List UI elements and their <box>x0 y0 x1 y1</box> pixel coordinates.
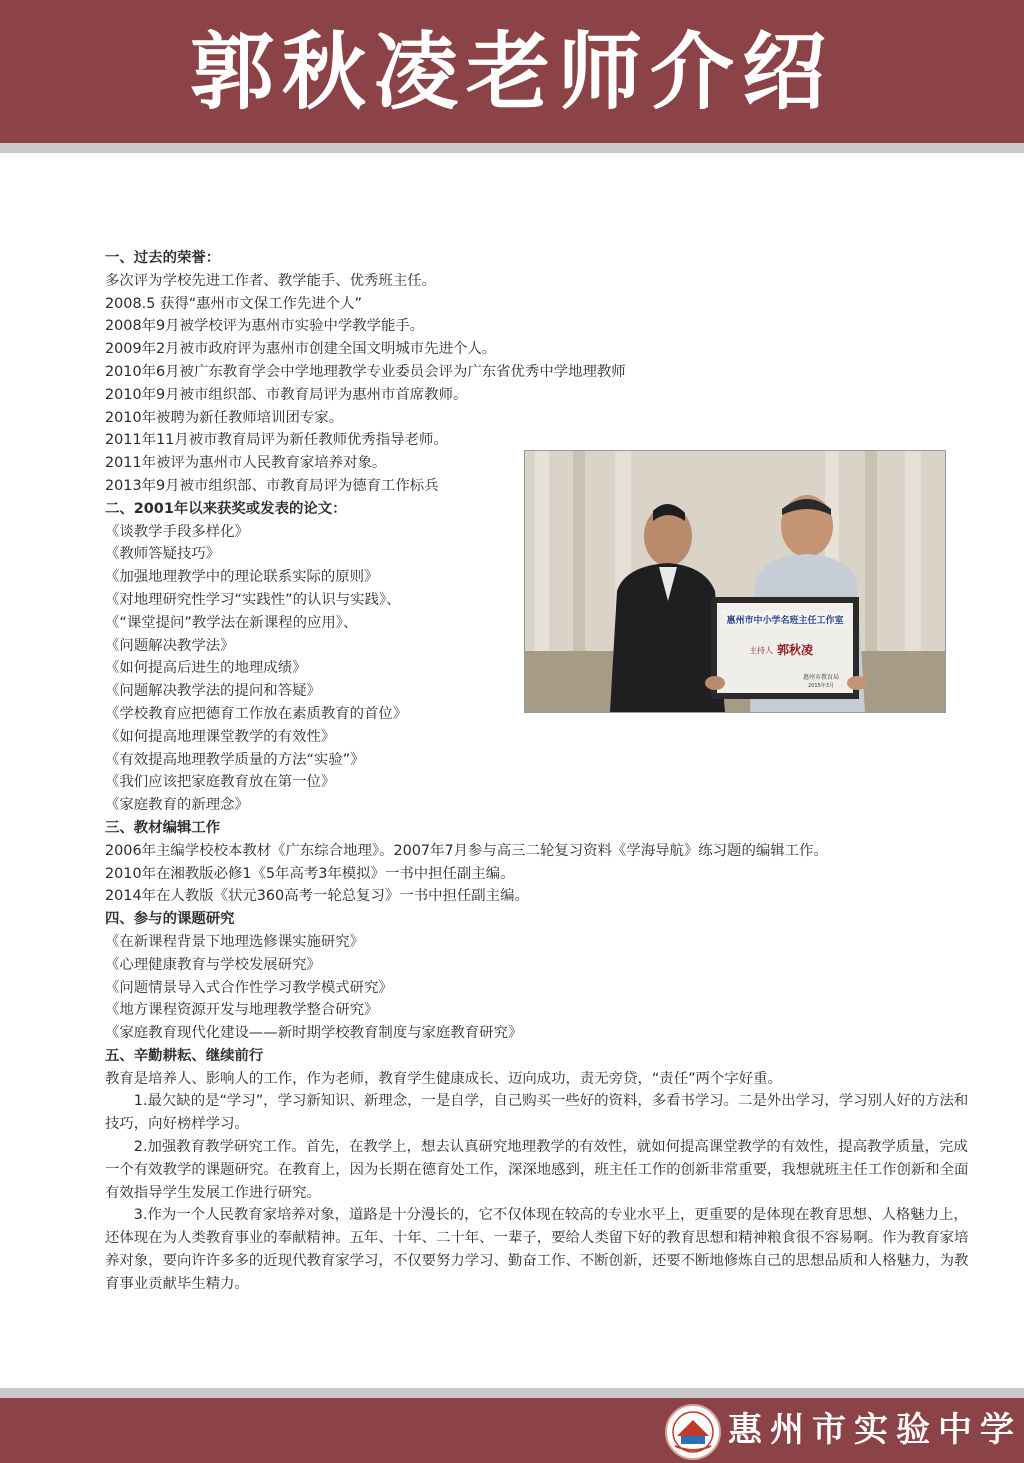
research-line: 《问题情景导入式合作性学习教学模式研究》 <box>105 979 393 996</box>
reflection-paragraph: 3.作为一个人民教育家培养对象，道路是十分漫长的，它不仅体现在较高的专业水平上，更重要的是体现在教育思想、人格魅力上，还体现在为人类教育事业的奉献精神。五年、十年、二十年、一辈子，要给人类留下好的教育思想和精神粮食很不容易啊。作为教育家培养对象，要向许许多多的近现代教育家学习，不仅要努力学习、勤奋工作、不断创新，还要不断地修炼自己的思想品质和人格魅力，为教育事业贡献毕生精力。 <box>105 1207 969 1292</box>
research-line: 《地方课程资源开发与地理教学整合研究》 <box>105 1002 379 1019</box>
paper-line: 《问题解决教学法》 <box>105 637 235 654</box>
paper-line: 《问题解决教学法的提问和答疑》 <box>105 683 321 700</box>
left-hand <box>705 676 725 690</box>
honor-line: 2011年11月被市教育局评为新任教师优秀指导老师。 <box>105 432 448 449</box>
honor-line: 多次评为学校先进工作者、教学能手、优秀班主任。 <box>105 272 436 289</box>
school-name: 惠州市实验中学 <box>728 1410 1022 1450</box>
research-line: 《心理健康教育与学校发展研究》 <box>105 956 321 973</box>
paper-line: 《“课堂提问”教学法在新课程的应用》、 <box>105 614 358 631</box>
plaque-title: 惠州市中小学名班主任工作室 <box>726 616 844 626</box>
paper-line: 《加强地理教学中的理论联系实际的原则》 <box>105 569 379 586</box>
paper-line: 《如何提高后进生的地理成绩》 <box>105 660 307 677</box>
plaque-host-label: 主持人 <box>749 646 773 655</box>
plaque-host-name: 郭秋凌 <box>776 643 814 657</box>
research-line: 《家庭教育现代化建设——新时期学校教育制度与家庭教育研究》 <box>105 1025 523 1042</box>
section-heading-research: 四、参与的课题研究 <box>105 911 235 928</box>
paper-line: 《有效提高地理教学质量的方法“实验”》 <box>105 751 365 768</box>
section-heading-papers: 二、2001年以来获奖或发表的论文： <box>105 500 347 517</box>
reflection-paragraph: 2.加强教育教学研究工作。首先，在教学上，想去认真研究地理教学的有效性，就如何提高课堂教学的有效性，提高教学质量，完成一个有效教学的课题研究。在教育上，因为长期在德育处工作，深深地感到，班主任工作的创新非常重要，我想就班主任工作创新和全面有效指导学生发展工作进行研究。 <box>105 1139 969 1201</box>
footer-divider <box>0 1388 1024 1398</box>
research-line: 《在新课程背景下地理选修课实施研究》 <box>105 933 365 950</box>
plaque-issuer: 惠州市教育局 <box>802 674 840 681</box>
honor-line: 2010年6月被广东教育学会中学地理教学专业委员会评为广东省优秀中学地理教师 <box>105 363 626 380</box>
paper-line: 《家庭教育的新理念》 <box>105 797 249 814</box>
paper-line: 《谈教学手段多样化》 <box>105 523 249 540</box>
paper-line: 《如何提高地理课堂教学的有效性》 <box>105 728 336 745</box>
page-title: 郭秋凌老师介绍 <box>189 23 834 121</box>
award-photo-illustration <box>525 451 945 712</box>
paper-line: 《对地理研究性学习“实践性”的认识与实践》、 <box>105 591 401 608</box>
profile-content <box>105 247 975 1296</box>
header-divider <box>0 143 1024 153</box>
header-banner <box>0 0 1024 143</box>
reflection-paragraph: 1.最欠缺的是“学习”，学习新知识、新理念，一是自学，自己购买一些好的资料，多看书学习。二是外出学习，学习别人好的方法和技巧，向好榜样学习。 <box>105 1093 969 1133</box>
school-emblem-icon <box>663 1402 723 1462</box>
section-heading-textbooks: 三、教材编辑工作 <box>105 819 221 836</box>
award-photo <box>524 450 946 713</box>
reflection-paragraph: 教育是培养人、影响人的工作，作为老师，教育学生健康成长、迈向成功，责无旁贷，“责任”两个字好重。 <box>105 1070 782 1087</box>
plaque-date: 2015年3月 <box>808 683 834 689</box>
textbook-line: 2010年在湘教版必修1《5年高考3年模拟》一书中担任副主编。 <box>105 865 515 882</box>
paper-line: 《教师答疑技巧》 <box>105 546 221 563</box>
section-heading-honors: 一、过去的荣誉： <box>105 250 221 266</box>
plaque <box>711 597 859 699</box>
paper-line: 《学校教育应把德育工作放在素质教育的首位》 <box>105 705 408 722</box>
honor-line: 2013年9月被市组织部、市教育局评为德育工作标兵 <box>105 477 439 494</box>
honor-line: 2010年被聘为新任教师培训团专家。 <box>105 409 344 426</box>
honor-line: 2008年9月被学校评为惠州市实验中学教学能手。 <box>105 318 425 335</box>
right-hand <box>847 676 867 690</box>
honor-line: 2009年2月被市政府评为惠州市创建全国文明城市先进个人。 <box>105 341 497 358</box>
textbook-line: 2014年在人教版《状元360高考一轮总复习》一书中担任副主编。 <box>105 888 529 905</box>
honor-line: 2010年9月被市组织部、市教育局评为惠州市首席教师。 <box>105 386 468 403</box>
section-heading-reflection: 五、辛勤耕耘、继续前行 <box>105 1047 264 1064</box>
textbook-line: 2006年主编学校校本教材《广东综合地理》。2007年7月参与高三二轮复习资料《学海导航》练习题的编辑工作。 <box>105 842 828 859</box>
honor-line: 2008.5 获得“惠州市文保工作先进个人” <box>105 295 362 312</box>
honor-line: 2011年被评为惠州市人民教育家培养对象。 <box>105 455 387 472</box>
paper-line: 《我们应该把家庭教育放在第一位》 <box>105 774 336 791</box>
